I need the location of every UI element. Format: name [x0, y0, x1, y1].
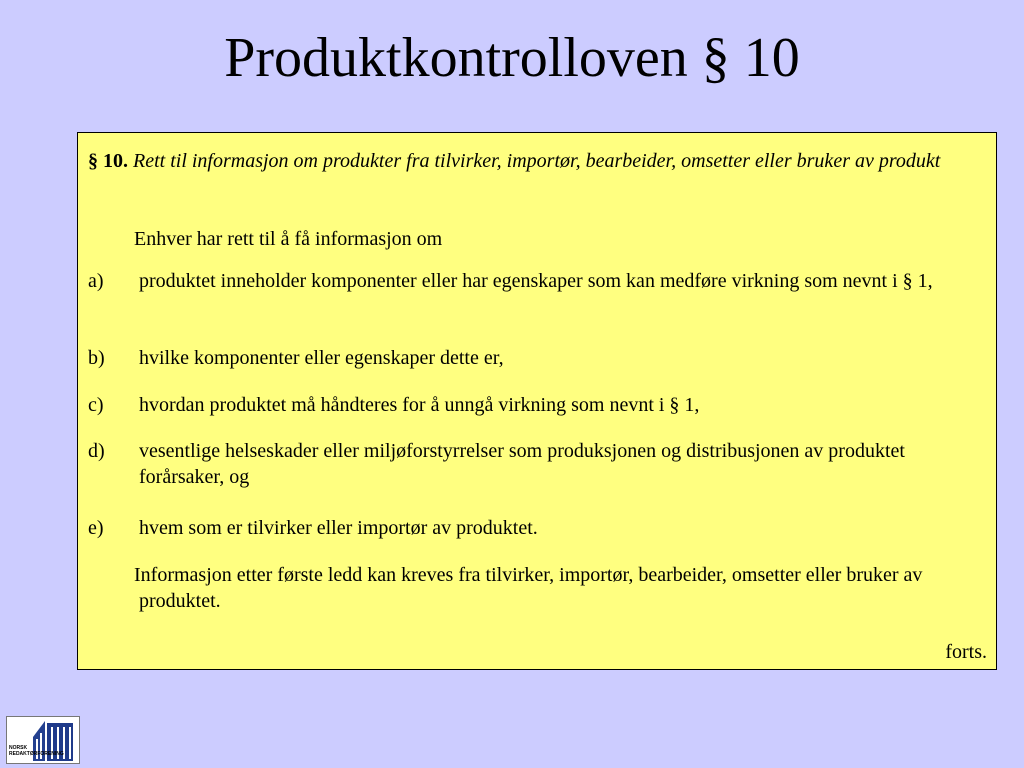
list-item-c: [88, 392, 988, 418]
list-item-e: [88, 515, 988, 541]
closing-paragraph: Informasjon etter første ledd kan kreves fra tilvirker, importør, bearbeider, omsetter eller bruker av produktet.: [134, 564, 923, 612]
list-item-label: e): [88, 517, 104, 539]
list-item-label: c): [88, 394, 104, 416]
page-title: Produktkontrolloven § 10: [224, 27, 800, 89]
logo-line-2: REDAKTØRFORENING: [9, 751, 64, 757]
list-item-text: hvem som er tilvirker eller importør av produktet.: [139, 517, 538, 539]
list-item-label: a): [88, 270, 104, 292]
list-item-text: vesentlige helseskader eller miljøforstyrrelser som produksjonen og distribusjonen av produktet forårsaker, og: [139, 440, 905, 488]
list-item-label: b): [88, 347, 105, 369]
law-text-box: [77, 132, 997, 670]
organization-logo: [6, 716, 80, 764]
list-item-d: [88, 438, 988, 490]
list-item-text: hvordan produktet må håndteres for å unngå virkning som nevnt i § 1,: [139, 394, 700, 416]
list-item-a: [88, 268, 988, 294]
section-title: Rett til informasjon om produkter fra tilvirker, importør, bearbeider, omsetter eller bruker av produkt: [133, 150, 941, 172]
list-item-text: hvilke komponenter eller egenskaper dette er,: [139, 347, 504, 369]
section-heading: [88, 148, 988, 174]
intro-text: Enhver har rett til å få informasjon om: [134, 228, 443, 250]
continued-label: forts.: [945, 641, 987, 663]
logo-line-1: NORSK: [9, 745, 28, 751]
list-item-label: d): [88, 440, 105, 462]
section-number: § 10.: [88, 150, 128, 172]
list-item-text: produktet inneholder komponenter eller har egenskaper som kan medføre virkning som nevnt i § 1,: [139, 270, 933, 292]
list-item-b: [88, 345, 988, 371]
logo-text: [9, 745, 64, 757]
